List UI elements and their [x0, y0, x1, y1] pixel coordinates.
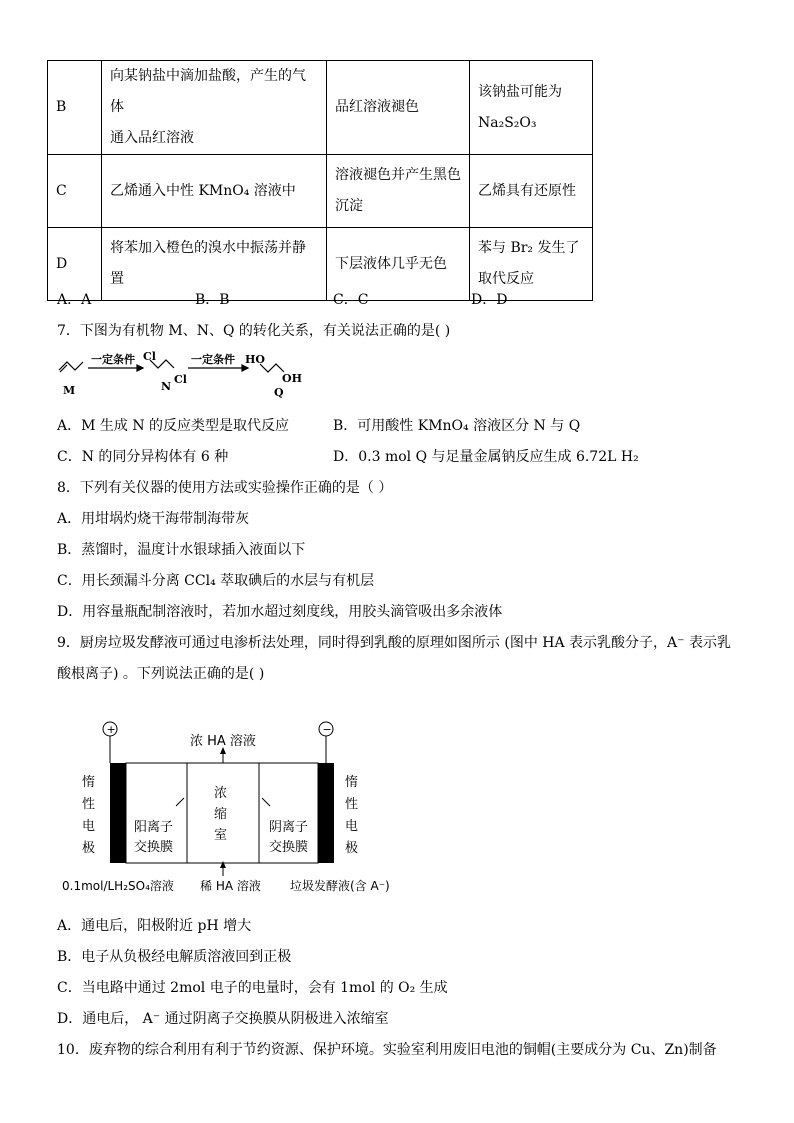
q7-stem: 7．下图为有机物 M、N、Q 的转化关系，有关说法正确的是( ) [57, 323, 451, 339]
q8-choice-a: A．用坩埚灼烧干海带制海带灰 [57, 511, 250, 527]
anode [110, 763, 126, 863]
left-electrode-char-2: 性 [82, 797, 96, 812]
chamber-char-3: 室 [214, 828, 228, 843]
q7-choice-d: D．0.3 mol Q 与足量金属钠反应生成 6.72L H₂ [333, 449, 639, 465]
inflow-arrow [220, 861, 226, 868]
operation-cell: 向某钠盐中滴加盐酸，产生的气体 通入品红溶液 [102, 61, 327, 155]
table-row [48, 61, 593, 155]
operation-cell: 将苯加入橙色的溴水中振荡并静置 [102, 228, 327, 301]
reaction-scheme [55, 348, 315, 400]
phenomenon-cell: 下层液体几乎无色 [327, 228, 470, 301]
q6-choice-b: B．B [195, 292, 230, 308]
right-electrode-char-2: 性 [345, 797, 359, 812]
chamber-char-1: 浓 [214, 786, 228, 801]
table-row [48, 228, 593, 301]
conclusion-cell: 乙烯具有还原性 [470, 155, 593, 228]
label-q: Q [274, 386, 284, 399]
bottom-left-label: 0.1mol/LH₂SO₄溶液 [62, 879, 174, 893]
conclusion-cell: 苯与 Br₂ 发生了 取代反应 [470, 228, 593, 301]
q8-choice-b: B．蒸馏时，温度计水银球插入液面以下 [57, 542, 306, 558]
top-solution-label: 浓 HA 溶液 [190, 734, 256, 749]
phenomenon-cell: 溶液褪色并产生黑色 沉淀 [327, 155, 470, 228]
condition-1: 一定条件 [91, 353, 135, 366]
right-electrode-char-3: 电 [345, 819, 359, 834]
q9-choice-a: A．通电后，阳极附近 pH 增大 [57, 918, 252, 934]
q10-stem: 10．废弃物的综合利用有利于节约资源、保护环境。实验室利用废旧电池的铜帽(主要成分为 Cu、Zn)制备 [57, 1042, 717, 1058]
q7-choice-b: B．可用酸性 KMnO₄ 溶液区分 N 与 Q [333, 418, 581, 434]
experiment-table [47, 60, 593, 301]
bottom-right-label: 垃圾发酵液(含 A⁻) [290, 879, 390, 893]
q8-stem: 8．下列有关仪器的使用方法或实验操作正确的是（ ） [57, 480, 393, 496]
left-membrane-line-2: 交换膜 [134, 840, 174, 855]
q7-choice-a: A．M 生成 N 的反应类型是取代反应 [57, 418, 290, 434]
q9-stem-line-2: 酸根离子) 。下列说法正确的是( ) [57, 666, 265, 682]
q8-choice-d: D．用容量瓶配制溶液时，若加水超过刻度线，用胶头滴管吸出多余液体 [57, 604, 503, 620]
left-electrode-char-4: 极 [82, 841, 96, 856]
oh-label: OH [282, 372, 302, 385]
label-m: M [63, 384, 76, 397]
q9-choice-d: D．通电后， A⁻ 通过阴离子交换膜从阴极进入浓缩室 [57, 1011, 389, 1027]
q6-choice-c: C．C [333, 292, 369, 308]
left-electrode-char-3: 电 [82, 819, 96, 834]
q9-choice-c: C．当电路中通过 2mol 电子的电量时，会有 1mol 的 O₂ 生成 [57, 980, 448, 996]
left-electrode-char-1: 惰 [82, 775, 96, 790]
bottom-mid-label: 稀 HA 溶液 [200, 879, 261, 893]
right-electrode-char-4: 极 [345, 841, 359, 856]
label-n: N [161, 380, 172, 393]
row-label: B [48, 61, 102, 155]
row-label: C [48, 155, 102, 228]
phenomenon-cell: 品红溶液褪色 [327, 61, 470, 155]
conclusion-cell: 该钠盐可能为 Na₂S₂O₃ [470, 61, 593, 155]
cl-label-1: Cl [143, 350, 156, 363]
q6-choice-d: D．D [471, 292, 508, 308]
row-label: D [48, 228, 102, 301]
q9-choice-b: B．电子从负极经电解质溶液回到正极 [57, 949, 292, 965]
chamber-char-2: 缩 [214, 807, 228, 822]
plus-sign: + [106, 723, 116, 736]
electrodialysis-diagram [60, 718, 420, 898]
right-electrode-char-1: 惰 [345, 775, 359, 790]
left-membrane-line-1: 阳离子 [134, 820, 174, 835]
table-row [48, 155, 593, 228]
q8-choice-c: C．用长颈漏斗分离 CCl₄ 萃取碘后的水层与有机层 [57, 573, 375, 589]
q7-choice-c: C．N 的同分异构体有 6 种 [57, 449, 229, 465]
q9-stem-line-1: 9．厨房垃圾发酵液可通过电渗析法处理，同时得到乳酸的原理如图所示 (图中 HA 表示乳酸分子，A⁻ 表示乳 [57, 635, 731, 651]
operation-cell: 乙烯通入中性 KMnO₄ 溶液中 [102, 155, 327, 228]
ho-label: HO [245, 353, 265, 366]
right-membrane-line-1: 阴离子 [269, 820, 309, 835]
cl-label-2: Cl [174, 373, 187, 386]
right-membrane-line-2: 交换膜 [269, 840, 309, 855]
condition-2: 一定条件 [191, 353, 235, 366]
cathode [318, 763, 334, 863]
q6-choice-a: A．A [57, 292, 92, 308]
minus-sign: − [322, 723, 332, 736]
